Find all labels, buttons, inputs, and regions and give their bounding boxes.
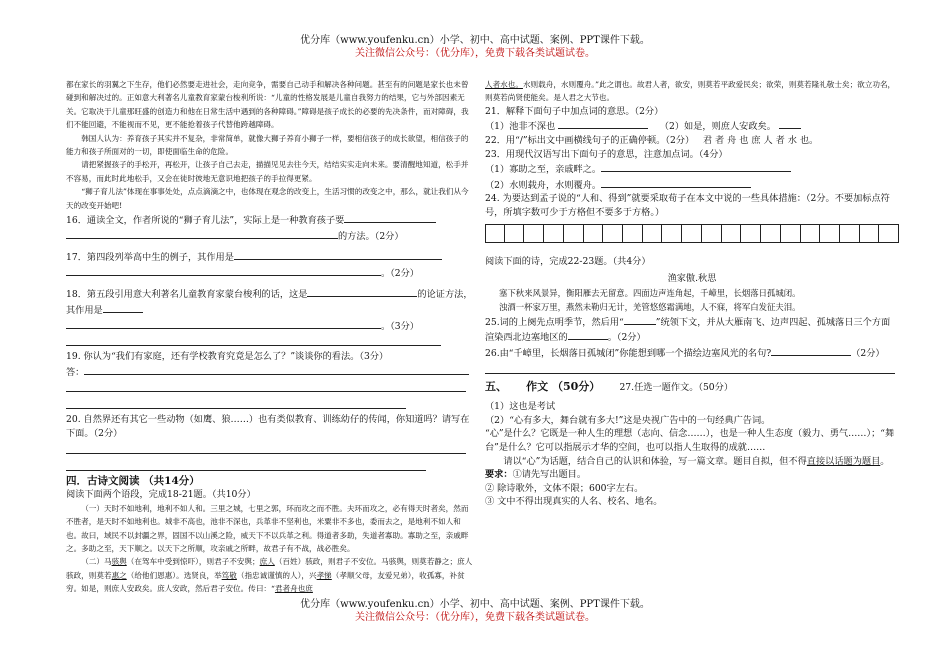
question-25: 25.词的上阕先点明季节，然后用“ ”统领下文，并从大雁南飞、边声四起、孤城落日三个方面渲染西北边塞地区的 。（2分） (485, 314, 899, 345)
requirement-item: ③ 文中不得出现真实的人名、校名、地名。 (485, 496, 663, 508)
grid-cell[interactable] (564, 224, 584, 243)
grid-cell[interactable] (603, 224, 623, 243)
section-5-title: 五、 作文 （50分） 27.任选一题作文。（50分） (485, 379, 734, 393)
page-header (0, 34, 950, 60)
answer-blank[interactable] (601, 161, 791, 172)
grid-cell[interactable] (584, 224, 604, 243)
question-18-cont: 。（3分） (66, 318, 474, 334)
classical-passage-1: （一）天时不如地利，地利不如人和。三里之城，七里之郭，环而攻之而不胜。夫环而攻之，必有得天时者矣，然而不胜者，是天时不如地利也。城非不高也，池非不深也，兵革非不坚利也，米粟非不多也，委而去之，是地利不如人和也。故曰，域民不以封疆之界，固国不以山溪之险，威天下不以兵革之利。得道者多助，失道者寡助。寡助之至，亲戚畔之。多助之至，天下顺之。以天下之所顺，攻亲戚之所畔，故君子有不战，战必胜矣。 (66, 503, 469, 553)
poem-intro: 阅读下面的诗，完成22-23题。（共4分） (485, 255, 651, 267)
poem-line: 塞下秋来风景异，衡阳雁去无留意。四面边声连角起，千嶂里，长烟落日孤城闭。 (499, 287, 801, 298)
footer-suffix: ）小学、初中、高中试题、案例、PPT课件下载。 (429, 599, 650, 610)
right-column (485, 78, 899, 509)
answer-blank[interactable] (568, 329, 608, 340)
answer-blank[interactable] (103, 302, 143, 313)
passage-para: 韩国人认为：养育孩子其实并不复杂，非常简单，就像大狮子养育小狮子一样，要相信孩子的成长欲望，相信孩子的能力和孩子所面对的一切，即使面临生命的危险。 (66, 133, 469, 157)
answer-blank[interactable] (601, 177, 751, 188)
requirements: 要求：①请先写出题目。 (485, 469, 587, 481)
question-17: 17．第四段列举高中生的例子，其作用是 (66, 249, 474, 265)
footer-prefix: 优分库（ (300, 599, 341, 610)
answer-line[interactable] (66, 333, 441, 346)
answer-blank[interactable] (84, 364, 469, 375)
question-26: 26.由“千嶂里，长烟落日孤城闭”你能想到哪一个描绘边塞风光的名句? （2分） (485, 345, 899, 361)
answer-blank[interactable] (344, 212, 436, 223)
requirement-item: ② 除诗歌外，文体不限；600字左右。 (485, 482, 644, 494)
grid-cell[interactable] (761, 224, 781, 243)
grid-cell[interactable] (505, 224, 525, 243)
question-16-cont: 的方法。（2分） (66, 228, 474, 244)
grid-cell[interactable] (801, 224, 821, 243)
grid-cell[interactable] (544, 224, 564, 243)
answer-grid[interactable] (485, 224, 899, 243)
question-21: 21．解释下面句子中加点词的意思。（2分） (485, 105, 664, 117)
answer-blank[interactable] (66, 265, 381, 276)
grid-cell[interactable] (820, 224, 840, 243)
answer-line[interactable] (485, 361, 895, 374)
question-19: 19. 你认为“我们有家庭，还有学校教育究竟是怎么了？”谈谈你的看法。（3分） (66, 351, 389, 363)
answer-blank[interactable] (66, 228, 338, 239)
answer-blank[interactable] (624, 314, 656, 325)
question-18: 18．第五段引用意大利著名儿童教育家蒙台梭利的话，这是 的论证方法，其作用是 (66, 286, 474, 317)
question-23-2: （2）水则载舟，水则覆舟。 (485, 177, 899, 193)
header-suffix: ）小学、初中、高中试题、案例、PPT课件下载。 (429, 35, 650, 46)
answer-line[interactable] (66, 441, 466, 454)
passage-para: “狮子育儿法”体现在事事处处，点点滴滴之中，也体现在观念的改变上，生活习惯的改变之中，那么，就让我们从今天的改变开始吧! (66, 187, 469, 210)
grid-cell[interactable] (702, 224, 722, 243)
section-4-title: 四．古诗文阅读 （共14分） (66, 474, 200, 487)
question-23: 23．用现代汉语写出下面句子的意思，注意加点词。（4分） (485, 148, 728, 160)
passage-para: 请把紧握孩子的手松开，再松开，让孩子自己去走，描描见见去往今天，结结实实走向未来。要清醒地知道，松手并不容易，而此时此地松手，又会在徒时彼地无意识地把孩子的手拉得更紧。 (66, 160, 469, 183)
composition-prompt: “心”是什么？它既是一种人生的理想（志向、信念……），也是一种人生态度（毅力、勇气……）；“舞台”是什么？它可以指展示才华的空间，也可以指人生取得的成就…… (485, 428, 895, 453)
classical-passage-2: （二）马骇舆（在驾车中受到惊吓），则君子不安舆；庶人（百姓）骇政，则君子不安位。马骇舆，则莫若静之；庶人骇政，则莫若惠之（给他们恩惠）。选贤良，举笃敬（指忠诚谨慎的人），兴孝悌（孝顺父母，友爱兄弟），收孤寡，补贫穷。如是，则庶人安政矣。庶人安政，然后君子安位。传曰：“君者舟也庶 (66, 557, 473, 594)
answer-line[interactable] (66, 396, 406, 409)
answer-blank[interactable] (558, 118, 648, 129)
header-prefix: 优分库（ (300, 35, 341, 46)
passage-para: 都在家长的羽翼之下生存，他们必然要走进社会，走向竞争，需要自己动手和解决各种问题。甚至有的问题是家长也未曾碰到和解决过的。正如意大利著名儿童教育家蒙台梭利所说：“儿童的性格发展是儿童自我努力的结果，它与外部因素无关。它取决于儿童那旺盛的创造力和他在日常生活中遇到的各种障碍。”障碍是孩子成长的必要的先决条件，而对障碍，我们不能回避，不能视而不见，更不能抢着孩子代替他跨越障碍。 (66, 80, 469, 130)
question-20: 20. 自然界还有其它一些动物（如鹰、狼……）也有类似教育、训练幼仔的传闻，你知道吗？请写在下面。（2分） (66, 414, 470, 439)
question-23-1: （1）寡助之至，亲戚畔之。 (485, 161, 899, 177)
grid-cell[interactable] (840, 224, 860, 243)
header-url[interactable]: www.youfenku.cn (340, 35, 430, 46)
grid-cell[interactable] (741, 224, 761, 243)
grid-cell[interactable] (643, 224, 663, 243)
footer-wechat: 关注微信公众号：（优分库），免费下载各类试题试卷。 (355, 612, 595, 623)
answer-blank[interactable] (779, 118, 801, 129)
grid-cell[interactable] (879, 224, 899, 243)
grid-cell[interactable] (623, 224, 643, 243)
question-19-answer: 答： (66, 364, 474, 380)
grid-cell[interactable] (524, 224, 544, 243)
composition-option-2: （2）“心有多大，舞台就有多大!”这是央视广告中的一句经典广告词。 (485, 414, 771, 426)
question-24: 24. 为要达到孟子说的“人和、得到”就要采取荀子在本文中说的一些具体措施：（2分。不要加标点符号，所填字数可少于方格但不要多于方格。） (485, 193, 890, 218)
grid-cell[interactable] (662, 224, 682, 243)
section-4-intro: 阅读下面两个语段，完成18-21题。（共10分） (66, 489, 256, 501)
composition-option-1: （1）这也是考试 (485, 401, 556, 413)
answer-blank[interactable] (771, 345, 851, 356)
grid-cell[interactable] (722, 224, 742, 243)
question-16: 16．通读全文，作者所说的“狮子育儿法”，实际上是一种教育孩子要 (66, 212, 474, 228)
question-21-items: （1）池非不深也 （2）如是，则庶人安政矣。 (485, 118, 899, 134)
question-17-cont: 。（2分） (66, 265, 474, 281)
left-column (66, 78, 474, 596)
classical-passage-2-cont: 人者水也。水则载舟，水则覆舟。”此之谓也。故君人者，欲安，则莫若平政爱民矣；欲荣，则莫若隆礼敬士矣；欲立功名，则莫若尚贤使能矣。是人君之大节也。 (485, 80, 896, 103)
answer-blank[interactable] (234, 249, 442, 260)
answer-line[interactable] (66, 458, 426, 471)
poem-title: 渔家傲.秋思 (667, 273, 717, 285)
poem-line: 浊酒一杯家万里，燕然未勒归无计，羌管悠悠霜满地，人不寐，将军白发征夫泪。 (499, 301, 801, 312)
grid-cell[interactable] (781, 224, 801, 243)
question-22: 22．用“/”标出文中画横线句子的正确停顿。（2分） 君 者 舟 也 庶 人 者 水 也。 (485, 135, 819, 146)
footer-url[interactable]: www.youfenku.cn (340, 599, 430, 610)
composition-instruction: 请以“心”为话题，结合自己的认识和体验，写一篇文章。题目自拟，但不得直接以话题为题目。 (503, 455, 890, 467)
page-footer (0, 598, 950, 624)
answer-line[interactable] (66, 379, 466, 392)
grid-cell[interactable] (860, 224, 880, 243)
header-wechat: 关注微信公众号：（优分库），免费下载各类试题试卷。 (355, 48, 595, 59)
grid-cell[interactable] (682, 224, 702, 243)
answer-blank[interactable] (307, 286, 417, 297)
answer-blank[interactable] (66, 318, 381, 329)
grid-cell[interactable] (485, 224, 505, 243)
